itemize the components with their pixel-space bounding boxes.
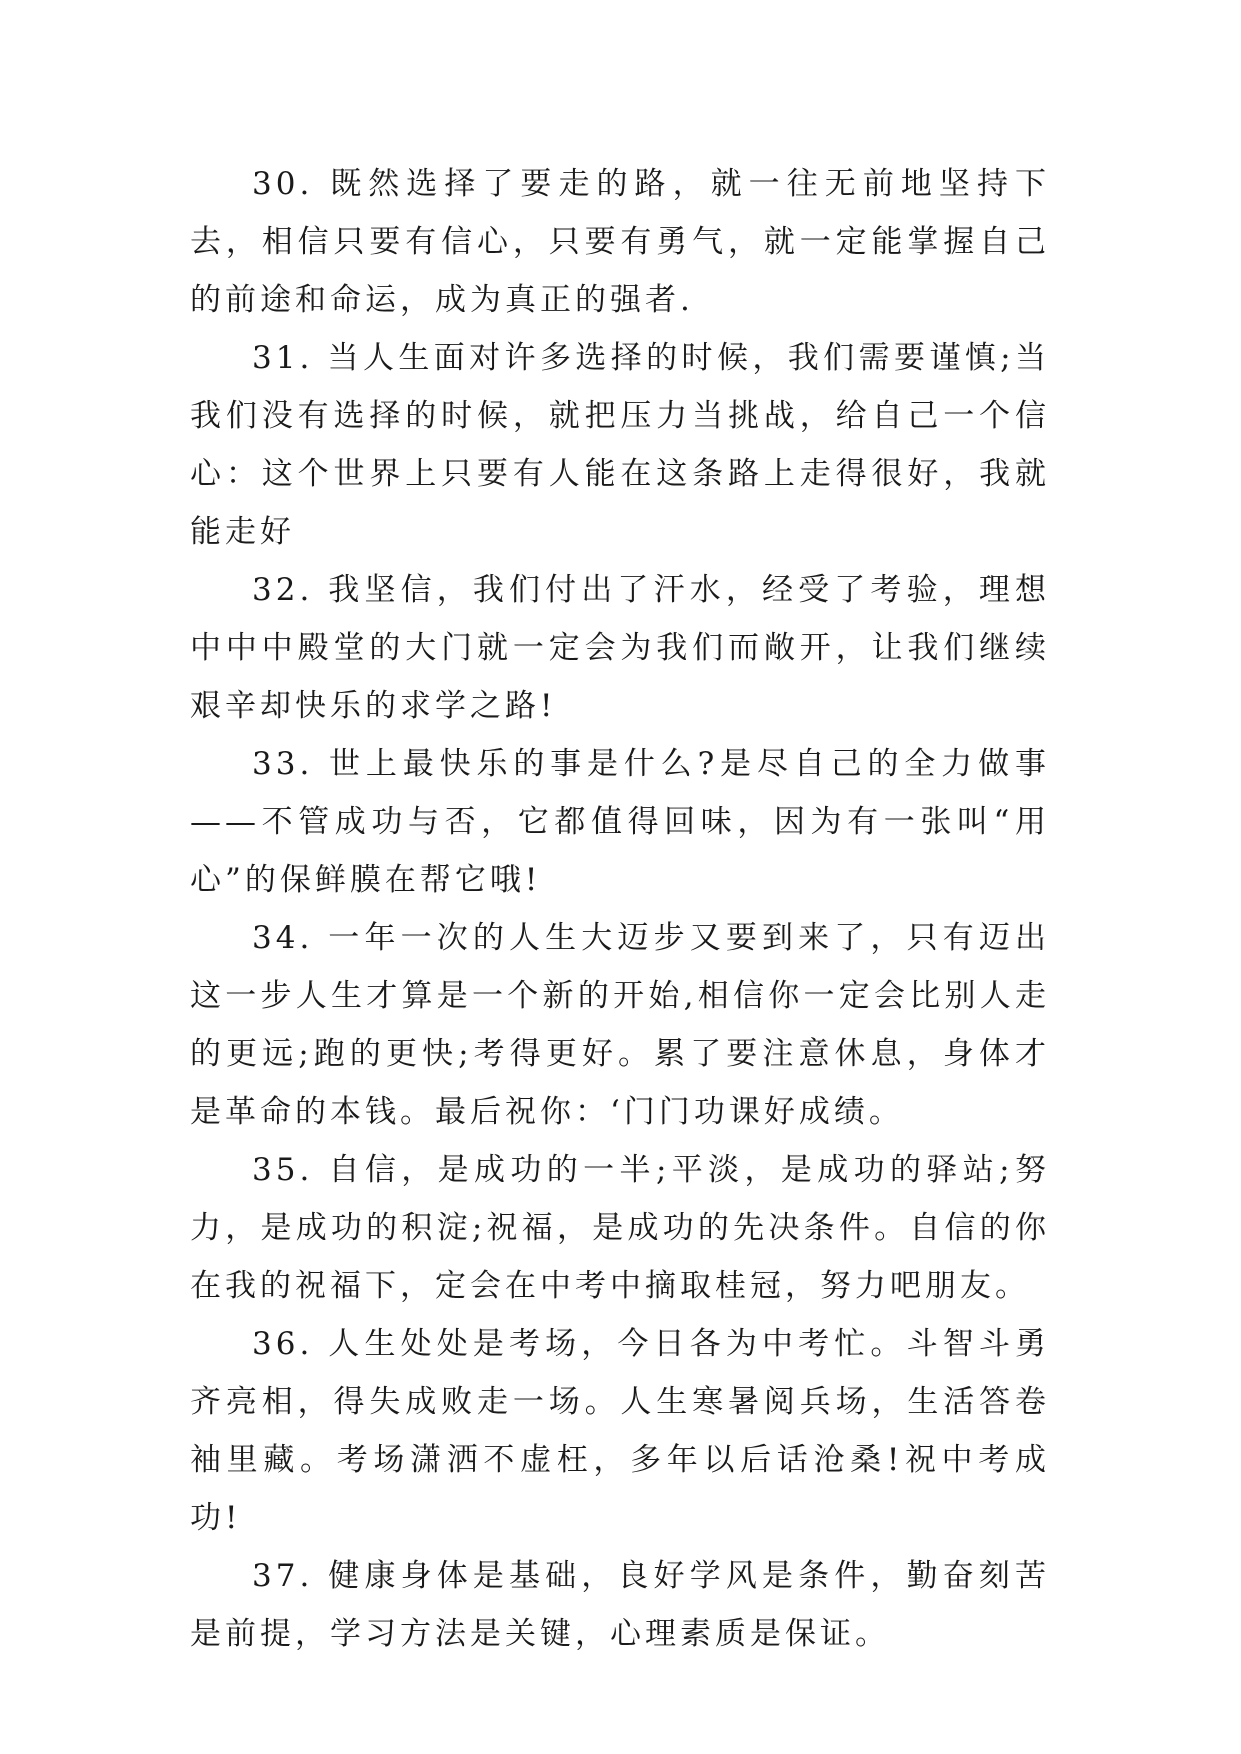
- paragraph-37: 37. 健康身体是基础，良好学风是条件，勤奋刻苦是前提，学习方法是关键，心理素质是保证。: [190, 1558, 1050, 1652]
- paragraph-30: 30. 既然选择了要走的路，就一往无前地坚持下去，相信只要有信心，只要有勇气，就一定能掌握自己的前途和命运，成为真正的强者.: [190, 166, 1050, 318]
- paragraph-34: 34. 一年一次的人生大迈步又要到来了，只有迈出这一步人生才算是一个新的开始,相信你一定会比别人走的更远;跑的更快;考得更好。累了要注意休息，身体才是革命的本钱。最后祝你：‘门门功课好成绩。: [190, 920, 1050, 1130]
- paragraph-35: 35. 自信，是成功的一半;平淡，是成功的驿站;努力，是成功的积淀;祝福，是成功的先决条件。自信的你在我的祝福下，定会在中考中摘取桂冠，努力吧朋友。: [190, 1152, 1050, 1304]
- paragraph-31: 31. 当人生面对许多选择的时候，我们需要谨慎;当我们没有选择的时候，就把压力当挑战，给自己一个信心：这个世界上只要有人能在这条路上走得很好，我就能走好: [190, 340, 1050, 550]
- document-body: [190, 155, 1050, 1663]
- paragraph-33: 33. 世上最快乐的事是什么?是尽自己的全力做事——不管成功与否，它都值得回味，因为有一张叫“用心”的保鲜膜在帮它哦!: [190, 746, 1050, 898]
- paragraph-36: 36. 人生处处是考场，今日各为中考忙。斗智斗勇齐亮相，得失成败走一场。人生寒暑阅兵场，生活答卷袖里藏。考场潇洒不虚枉，多年以后话沧桑!祝中考成功!: [190, 1326, 1050, 1536]
- paragraph-32: 32. 我坚信，我们付出了汗水，经受了考验，理想中中中殿堂的大门就一定会为我们而敞开，让我们继续艰辛却快乐的求学之路!: [190, 572, 1050, 724]
